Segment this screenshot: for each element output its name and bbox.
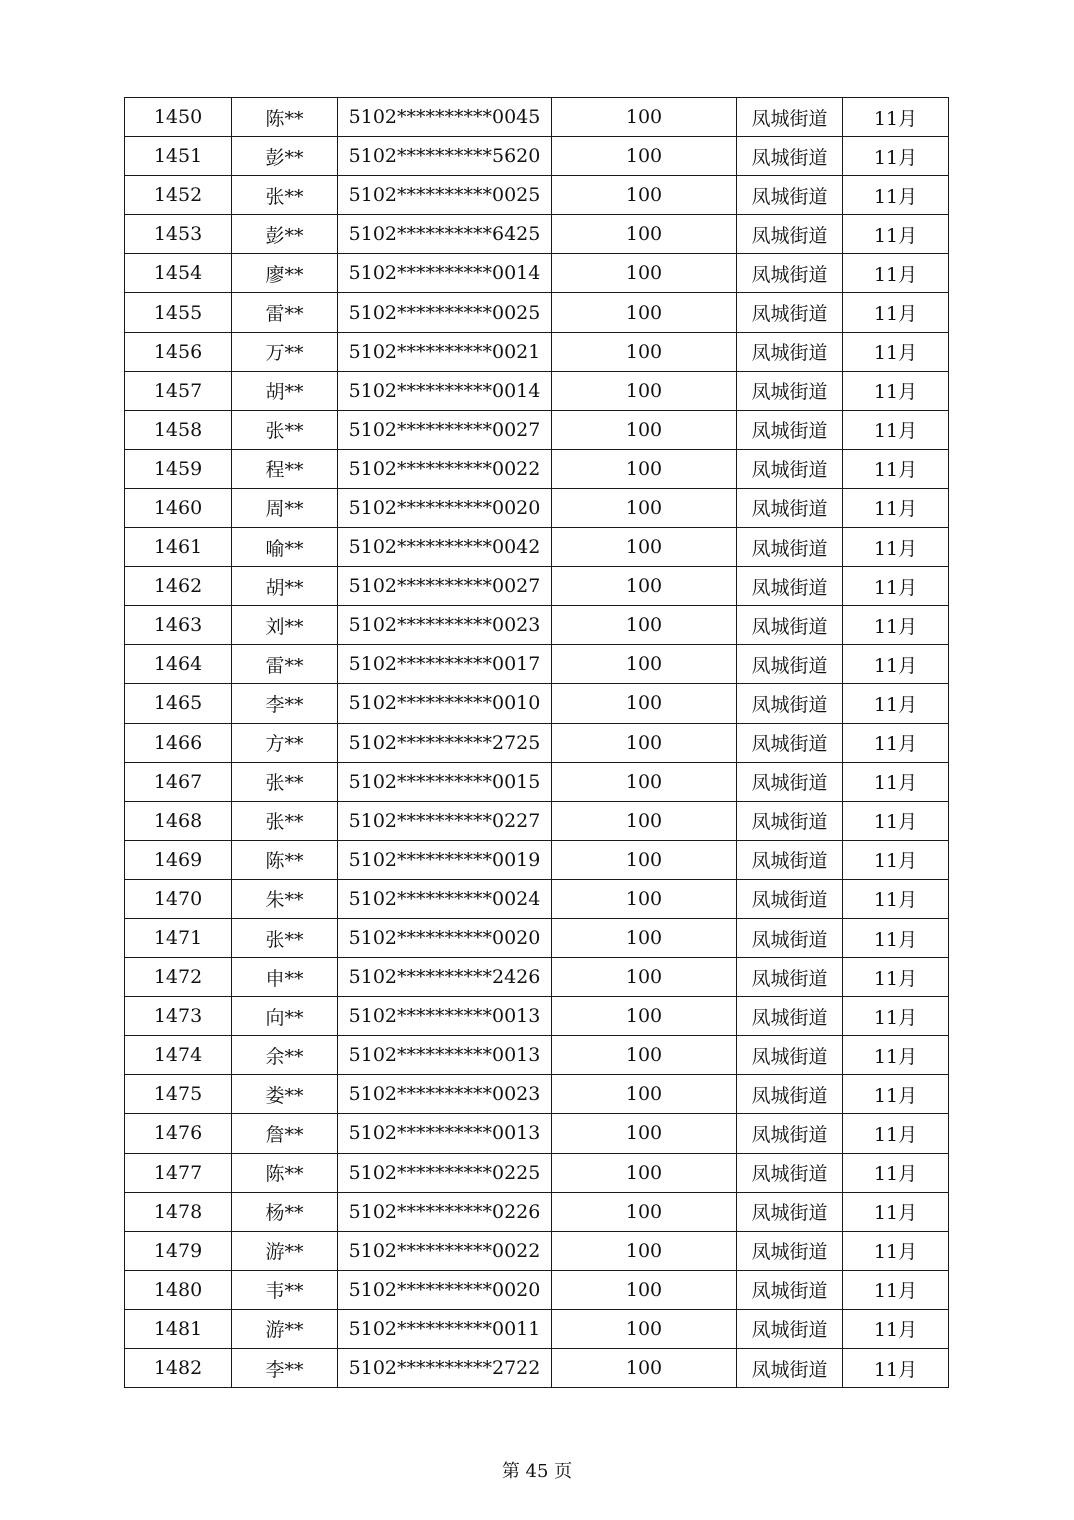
name-cell: 雷** [232,645,338,684]
month-cell: 11月 [843,1192,949,1231]
row-number-cell: 1477 [125,1153,232,1192]
amount-cell: 100 [552,1231,737,1270]
street-cell: 凤城街道 [737,528,843,567]
street-cell: 凤城街道 [737,1270,843,1309]
id-number-cell: 5102**********0015 [338,762,552,801]
table-row [125,449,949,488]
id-number-cell: 5102**********0020 [338,488,552,527]
street-cell: 凤城街道 [737,215,843,254]
table-row [125,254,949,293]
amount-cell: 100 [552,1114,737,1153]
row-number-cell: 1467 [125,762,232,801]
amount-cell: 100 [552,1153,737,1192]
month-cell: 11月 [843,1075,949,1114]
month-cell: 11月 [843,684,949,723]
name-cell: 娄** [232,1075,338,1114]
row-number-cell: 1465 [125,684,232,723]
amount-cell: 100 [552,1036,737,1075]
month-cell: 11月 [843,723,949,762]
table-row [125,723,949,762]
month-cell: 11月 [843,449,949,488]
name-cell: 彭** [232,137,338,176]
row-number-cell: 1455 [125,293,232,332]
name-cell: 万** [232,332,338,371]
month-cell: 11月 [843,918,949,957]
street-cell: 凤城街道 [737,254,843,293]
street-cell: 凤城街道 [737,997,843,1036]
name-cell: 詹** [232,1114,338,1153]
amount-cell: 100 [552,254,737,293]
amount-cell: 100 [552,840,737,879]
name-cell: 陈** [232,98,338,137]
row-number-cell: 1463 [125,606,232,645]
table-row [125,1231,949,1270]
amount-cell: 100 [552,1192,737,1231]
amount-cell: 100 [552,137,737,176]
month-cell: 11月 [843,254,949,293]
amount-cell: 100 [552,1349,737,1388]
row-number-cell: 1454 [125,254,232,293]
name-cell: 余** [232,1036,338,1075]
month-cell: 11月 [843,762,949,801]
amount-cell: 100 [552,98,737,137]
table-row [125,645,949,684]
amount-cell: 100 [552,293,737,332]
table-row [125,840,949,879]
street-cell: 凤城街道 [737,410,843,449]
name-cell: 程** [232,449,338,488]
name-cell: 廖** [232,254,338,293]
amount-cell: 100 [552,997,737,1036]
name-cell: 张** [232,176,338,215]
row-number-cell: 1457 [125,371,232,410]
amount-cell: 100 [552,723,737,762]
id-number-cell: 5102**********0042 [338,528,552,567]
id-number-cell: 5102**********2426 [338,958,552,997]
id-number-cell: 5102**********0024 [338,879,552,918]
id-number-cell: 5102**********0019 [338,840,552,879]
month-cell: 11月 [843,645,949,684]
street-cell: 凤城街道 [737,1231,843,1270]
row-number-cell: 1481 [125,1309,232,1348]
id-number-cell: 5102**********0017 [338,645,552,684]
name-cell: 周** [232,488,338,527]
name-cell: 张** [232,918,338,957]
id-number-cell: 5102**********0023 [338,1075,552,1114]
street-cell: 凤城街道 [737,958,843,997]
month-cell: 11月 [843,1153,949,1192]
name-cell: 杨** [232,1192,338,1231]
name-cell: 彭** [232,215,338,254]
table-row [125,98,949,137]
table-row [125,567,949,606]
id-number-cell: 5102**********0014 [338,254,552,293]
street-cell: 凤城街道 [737,1036,843,1075]
table-row [125,801,949,840]
amount-cell: 100 [552,528,737,567]
row-number-cell: 1452 [125,176,232,215]
street-cell: 凤城街道 [737,176,843,215]
amount-cell: 100 [552,332,737,371]
row-number-cell: 1466 [125,723,232,762]
amount-cell: 100 [552,449,737,488]
row-number-cell: 1475 [125,1075,232,1114]
id-number-cell: 5102**********0225 [338,1153,552,1192]
row-number-cell: 1450 [125,98,232,137]
row-number-cell: 1473 [125,997,232,1036]
row-number-cell: 1468 [125,801,232,840]
street-cell: 凤城街道 [737,879,843,918]
street-cell: 凤城街道 [737,1114,843,1153]
row-number-cell: 1478 [125,1192,232,1231]
id-number-cell: 5102**********0013 [338,1114,552,1153]
table-row [125,1349,949,1388]
street-cell: 凤城街道 [737,293,843,332]
month-cell: 11月 [843,997,949,1036]
id-number-cell: 5102**********0226 [338,1192,552,1231]
month-cell: 11月 [843,1114,949,1153]
name-cell: 喻** [232,528,338,567]
row-number-cell: 1479 [125,1231,232,1270]
row-number-cell: 1470 [125,879,232,918]
id-number-cell: 5102**********0013 [338,1036,552,1075]
month-cell: 11月 [843,137,949,176]
street-cell: 凤城街道 [737,1349,843,1388]
table-row [125,410,949,449]
street-cell: 凤城街道 [737,723,843,762]
table-row [125,1075,949,1114]
amount-cell: 100 [552,879,737,918]
street-cell: 凤城街道 [737,606,843,645]
table-row [125,215,949,254]
row-number-cell: 1453 [125,215,232,254]
page-number: 第 45 页 [501,1461,573,1482]
row-number-cell: 1476 [125,1114,232,1153]
table-row [125,958,949,997]
month-cell: 11月 [843,1231,949,1270]
name-cell: 刘** [232,606,338,645]
name-cell: 张** [232,762,338,801]
table-row [125,176,949,215]
street-cell: 凤城街道 [737,840,843,879]
id-number-cell: 5102**********0022 [338,1231,552,1270]
month-cell: 11月 [843,528,949,567]
street-cell: 凤城街道 [737,762,843,801]
street-cell: 凤城街道 [737,449,843,488]
name-cell: 李** [232,684,338,723]
row-number-cell: 1472 [125,958,232,997]
name-cell: 向** [232,997,338,1036]
amount-cell: 100 [552,410,737,449]
amount-cell: 100 [552,176,737,215]
month-cell: 11月 [843,801,949,840]
month-cell: 11月 [843,176,949,215]
table-row [125,1114,949,1153]
amount-cell: 100 [552,1309,737,1348]
street-cell: 凤城街道 [737,567,843,606]
month-cell: 11月 [843,879,949,918]
name-cell: 雷** [232,293,338,332]
street-cell: 凤城街道 [737,645,843,684]
id-number-cell: 5102**********0027 [338,410,552,449]
id-number-cell: 5102**********0227 [338,801,552,840]
name-cell: 申** [232,958,338,997]
street-cell: 凤城街道 [737,488,843,527]
id-number-cell: 5102**********0045 [338,98,552,137]
month-cell: 11月 [843,293,949,332]
month-cell: 11月 [843,567,949,606]
id-number-cell: 5102**********6425 [338,215,552,254]
row-number-cell: 1459 [125,449,232,488]
id-number-cell: 5102**********0021 [338,332,552,371]
street-cell: 凤城街道 [737,332,843,371]
id-number-cell: 5102**********2722 [338,1349,552,1388]
month-cell: 11月 [843,1309,949,1348]
id-number-cell: 5102**********0027 [338,567,552,606]
roster-table [124,97,949,1388]
table-row [125,332,949,371]
row-number-cell: 1456 [125,332,232,371]
name-cell: 游** [232,1309,338,1348]
month-cell: 11月 [843,410,949,449]
month-cell: 11月 [843,371,949,410]
amount-cell: 100 [552,1270,737,1309]
table-row [125,879,949,918]
id-number-cell: 5102**********0014 [338,371,552,410]
table-row [125,1270,949,1309]
row-number-cell: 1462 [125,567,232,606]
street-cell: 凤城街道 [737,684,843,723]
table-row [125,488,949,527]
table-row [125,997,949,1036]
amount-cell: 100 [552,606,737,645]
row-number-cell: 1460 [125,488,232,527]
id-number-cell: 5102**********0011 [338,1309,552,1348]
row-number-cell: 1451 [125,137,232,176]
table-row [125,371,949,410]
month-cell: 11月 [843,1270,949,1309]
amount-cell: 100 [552,684,737,723]
table-row [125,762,949,801]
table-row [125,293,949,332]
table-row [125,137,949,176]
table-row [125,684,949,723]
street-cell: 凤城街道 [737,1192,843,1231]
id-number-cell: 5102**********0025 [338,293,552,332]
id-number-cell: 5102**********5620 [338,137,552,176]
street-cell: 凤城街道 [737,918,843,957]
table-row [125,1036,949,1075]
amount-cell: 100 [552,918,737,957]
id-number-cell: 5102**********2725 [338,723,552,762]
row-number-cell: 1474 [125,1036,232,1075]
month-cell: 11月 [843,98,949,137]
street-cell: 凤城街道 [737,137,843,176]
street-cell: 凤城街道 [737,98,843,137]
id-number-cell: 5102**********0025 [338,176,552,215]
month-cell: 11月 [843,215,949,254]
amount-cell: 100 [552,1075,737,1114]
row-number-cell: 1482 [125,1349,232,1388]
name-cell: 陈** [232,1153,338,1192]
name-cell: 胡** [232,371,338,410]
id-number-cell: 5102**********0013 [338,997,552,1036]
name-cell: 张** [232,801,338,840]
amount-cell: 100 [552,762,737,801]
month-cell: 11月 [843,606,949,645]
amount-cell: 100 [552,645,737,684]
month-cell: 11月 [843,1349,949,1388]
id-number-cell: 5102**********0020 [338,1270,552,1309]
row-number-cell: 1469 [125,840,232,879]
name-cell: 李** [232,1349,338,1388]
row-number-cell: 1464 [125,645,232,684]
table-row [125,1309,949,1348]
id-number-cell: 5102**********0020 [338,918,552,957]
table-row [125,1153,949,1192]
month-cell: 11月 [843,1036,949,1075]
street-cell: 凤城街道 [737,801,843,840]
name-cell: 陈** [232,840,338,879]
street-cell: 凤城街道 [737,1075,843,1114]
table-row [125,606,949,645]
name-cell: 游** [232,1231,338,1270]
id-number-cell: 5102**********0010 [338,684,552,723]
table-row [125,528,949,567]
month-cell: 11月 [843,958,949,997]
name-cell: 张** [232,410,338,449]
month-cell: 11月 [843,840,949,879]
row-number-cell: 1471 [125,918,232,957]
amount-cell: 100 [552,958,737,997]
row-number-cell: 1480 [125,1270,232,1309]
amount-cell: 100 [552,215,737,254]
row-number-cell: 1458 [125,410,232,449]
name-cell: 朱** [232,879,338,918]
amount-cell: 100 [552,488,737,527]
amount-cell: 100 [552,567,737,606]
table-row [125,918,949,957]
street-cell: 凤城街道 [737,1309,843,1348]
name-cell: 方** [232,723,338,762]
month-cell: 11月 [843,332,949,371]
name-cell: 韦** [232,1270,338,1309]
table-row [125,1192,949,1231]
id-number-cell: 5102**********0022 [338,449,552,488]
street-cell: 凤城街道 [737,1153,843,1192]
amount-cell: 100 [552,371,737,410]
street-cell: 凤城街道 [737,371,843,410]
month-cell: 11月 [843,488,949,527]
name-cell: 胡** [232,567,338,606]
amount-cell: 100 [552,801,737,840]
id-number-cell: 5102**********0023 [338,606,552,645]
row-number-cell: 1461 [125,528,232,567]
roster-body [125,98,949,1388]
